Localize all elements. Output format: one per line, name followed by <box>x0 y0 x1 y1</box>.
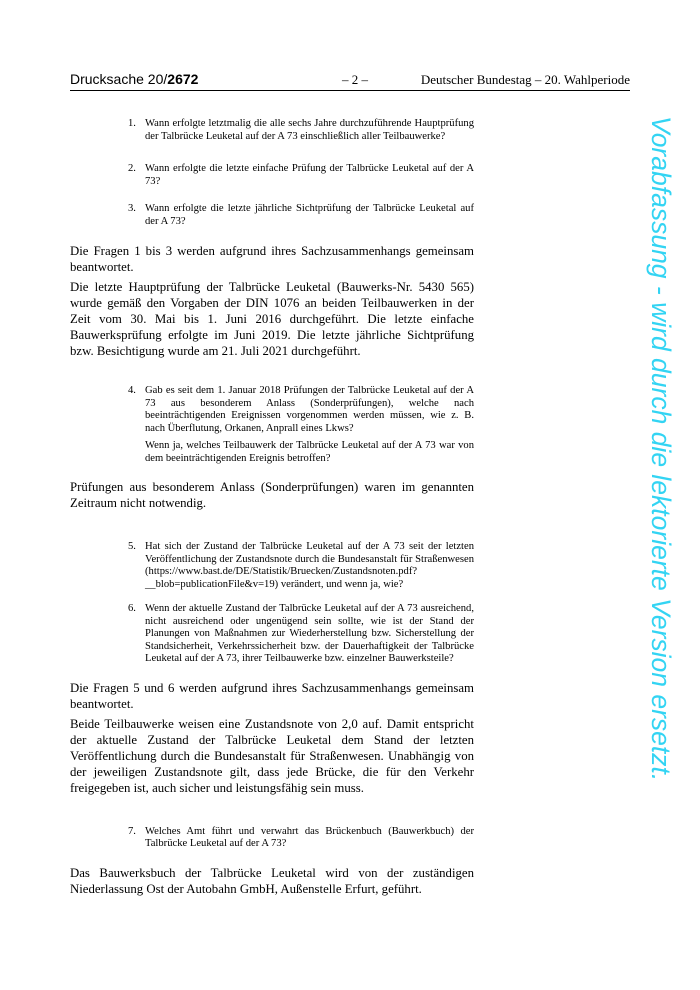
drucksache-label <box>70 71 198 87</box>
answer-intro-1-3: Die Fragen 1 bis 3 werden aufgrund ihres Sachzusammenhangs gemeinsam beantwortet. <box>70 244 474 274</box>
question-6 <box>130 603 474 666</box>
question-number: 1. <box>128 118 136 129</box>
question-text: Gab es seit dem 1. Januar 2018 Prüfungen der Talbrücke Leuketal auf der A 73 aus besonderem Anlass (Sonderprüfungen), welche nach beeinträchtigenden Ereignissen vorgenommen werden müssen, wie z. B. nach Überflutung, Orkanen, Anprall eines Lkws? <box>145 385 474 434</box>
question-3 <box>130 203 474 228</box>
question-number: 2. <box>128 163 136 174</box>
watermark-text: Vorabfassung - wird durch die lektorierte Version ersetzt. <box>646 116 676 782</box>
question-4 <box>130 385 474 465</box>
answer-4: Prüfungen aus besonderem Anlass (Sonderprüfungen) waren im genannten Zeitraum nicht notwendig. <box>70 480 474 510</box>
drucksache-prefix: Drucksache 20/ <box>70 71 168 87</box>
question-2 <box>130 163 474 188</box>
answer-1-3: Die letzte Hauptprüfung der Talbrücke Leuketal (Bauwerks-Nr. 5430 565) wurde gemäß den Vorgaben der DIN 1076 an beiden Teilbauwerken in der Zeit vom 30. Mai bis 1. Juni 2016 durchgeführt. Die letzte einfache Bauwerksprüfung erfolgte im Juni 2019. Die letzte jährliche Sichtprüfung bzw. Besichtigung wurde am 21. Juli 2021 durchgeführt. <box>70 280 474 358</box>
drucksache-number: 2672 <box>167 71 199 87</box>
page-content <box>70 118 474 897</box>
question-text: Wann erfolgte die letzte jährliche Sichtprüfung der Talbrücke Leuketal auf der A 73? <box>145 203 474 227</box>
question-text: Wann erfolgte letztmalig die alle sechs Jahre durchzuführende Hauptprüfung der Talbrücke Leuketal auf der A 73 einschließlich aller Teilbauwerke? <box>145 118 474 142</box>
page-number: – 2 – <box>342 72 368 87</box>
question-number: 4. <box>128 385 136 396</box>
question-text: Welches Amt führt und verwahrt das Brückenbuch (Bauwerkbuch) der Talbrücke Leuketal auf der A 73? <box>145 825 474 849</box>
question-text-followup: Wenn ja, welches Teilbauwerk der Talbrücke Leuketal auf der A 73 war von dem beeinträchtigenden Ereignis betroffen? <box>145 440 474 464</box>
question-number: 5. <box>128 541 136 552</box>
question-number: 6. <box>128 603 136 614</box>
answer-5-6: Beide Teilbauwerke weisen eine Zustandsnote von 2,0 auf. Damit entspricht der aktuelle Zustand der Talbrücke Leuketal dem Stand der letzten Veröffentlichung durch die Bundesanstalt für Straßenwesen. Unabhängig von der jeweiligen Zustandsnote gilt, dass jede Brücke, die für den Verkehr freigegeben ist, auch sicher und leistungsfähig sein muss. <box>70 716 474 795</box>
question-text: Wann erfolgte die letzte einfache Prüfung der Talbrücke Leuketal auf der A 73? <box>145 163 474 187</box>
question-number: 3. <box>128 203 136 214</box>
answer-intro-5-6: Die Fragen 5 und 6 werden aufgrund ihres Sachzusammenhangs gemeinsam beantwortet. <box>70 680 474 711</box>
answer-7: Das Bauwerksbuch der Talbrücke Leuketal wird von der zuständigen Niederlassung Ost der Autobahn GmbH, Außenstelle Erfurt, geführt. <box>70 865 474 896</box>
question-5 <box>130 541 474 591</box>
question-text: Wenn der aktuelle Zustand der Talbrücke Leuketal auf der A 73 ausreichend, nicht ausreichend oder ungenügend sein sollte, wie ist der Stand der Planungen von Maßnahmen zur Wiederherstellung bzw. Sicherstellung der Standsicherheit, Verkehrssicherheit bzw. der Dauerhaftigkeit der Talbrücke Leuketal auf der A 73, ihrer Teilbauwerke bzw. einzelner Bauwerksteile? <box>145 603 474 664</box>
question-7 <box>130 826 474 851</box>
question-1 <box>130 118 474 143</box>
page-header <box>70 70 630 91</box>
preliminary-watermark <box>646 116 676 880</box>
question-number: 7. <box>128 825 136 837</box>
bundestag-label: Deutscher Bundestag – 20. Wahlperiode <box>420 72 630 87</box>
question-text: Hat sich der Zustand der Talbrücke Leuketal auf der A 73 seit der letzten Veröffentlichung der Zustandsnote durch die Bundesanstalt für Straßenwesen (https://www.bast.de/DE/Statistik/Bruecken/Zustandsnoten.pdf?__blob=publicationFile&v=19) verändert, und wenn ja, wie? <box>145 541 474 590</box>
